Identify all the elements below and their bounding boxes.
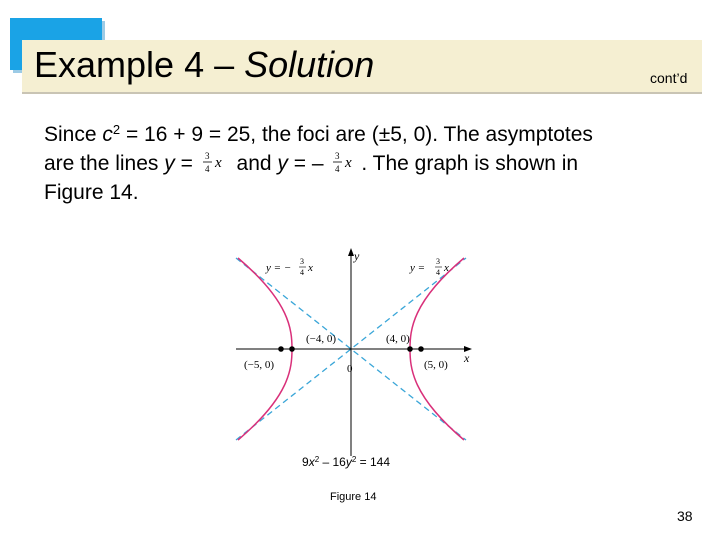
frac-var: x: [214, 155, 222, 172]
eq-run: – 16: [319, 455, 346, 469]
asym-right-den: 4: [436, 268, 440, 277]
asymptote-label-left: y = −: [266, 262, 292, 274]
eq-sup: 2: [351, 455, 357, 464]
equation-caption: [302, 455, 390, 469]
eq-run: 9: [302, 455, 309, 469]
body-text: [44, 120, 704, 207]
frac-den: 4: [335, 164, 340, 175]
var-c: c: [102, 123, 113, 146]
frac-den: 4: [204, 164, 210, 175]
x-axis-label: x: [464, 351, 470, 365]
focus-left-label: (−5, 0): [244, 359, 275, 371]
slide-title: [34, 42, 374, 88]
focus-left-point: [278, 346, 284, 352]
continued-label: cont’d: [650, 70, 688, 86]
vertex-right-label: (4, 0): [386, 333, 410, 345]
eq-sup: 2: [314, 455, 320, 464]
focus-right-point: [418, 346, 424, 352]
body-text-run: and: [230, 152, 278, 175]
superscript: 2: [112, 122, 121, 137]
eq-var-x: x: [308, 455, 315, 469]
asym-right-var: x: [444, 262, 449, 274]
eq-var-y: y: [345, 455, 352, 469]
fraction-three-quarters-x: [331, 149, 359, 175]
title-italic: Solution: [244, 44, 375, 85]
frac-num: 3: [335, 151, 340, 162]
asym-left-var: x: [308, 262, 313, 274]
body-text-run: =: [174, 152, 199, 175]
figure-caption: Figure 14: [330, 491, 377, 503]
body-text-run: Since: [44, 123, 103, 146]
body-text-run: . The graph is shown in: [361, 152, 579, 175]
focus-right-label: (5, 0): [424, 359, 448, 371]
body-text-run: are the lines: [44, 152, 165, 175]
var-y: y: [164, 152, 175, 175]
body-line-3: Figure 14.: [44, 181, 139, 204]
vertex-left-point: [289, 346, 295, 352]
body-line-2: [44, 149, 704, 178]
title-main: Example 4 –: [34, 44, 235, 85]
body-text-run: = –: [287, 152, 330, 175]
y-axis-label: y: [354, 249, 360, 263]
body-line-1: [44, 120, 704, 149]
asymptote-label-right: y =: [410, 262, 426, 274]
fraction-three-quarters-x: [201, 149, 229, 175]
asym-right-num: 3: [436, 257, 440, 266]
var-y: y: [277, 152, 288, 175]
page-number: 38: [677, 508, 693, 524]
asym-left-num: 3: [300, 257, 304, 266]
asym-left-den: 4: [300, 268, 304, 277]
vertex-left-label: (−4, 0): [306, 333, 337, 345]
origin-label: 0: [347, 363, 353, 375]
hyperbola-figure: [228, 244, 474, 458]
body-text-run: = 16 + 9 = 25, the foci are (±5, 0). The asymptotes: [120, 123, 593, 146]
vertex-right-point: [407, 346, 413, 352]
frac-num: 3: [204, 151, 210, 162]
frac-var: x: [345, 155, 353, 172]
eq-run: = 144: [356, 455, 390, 469]
